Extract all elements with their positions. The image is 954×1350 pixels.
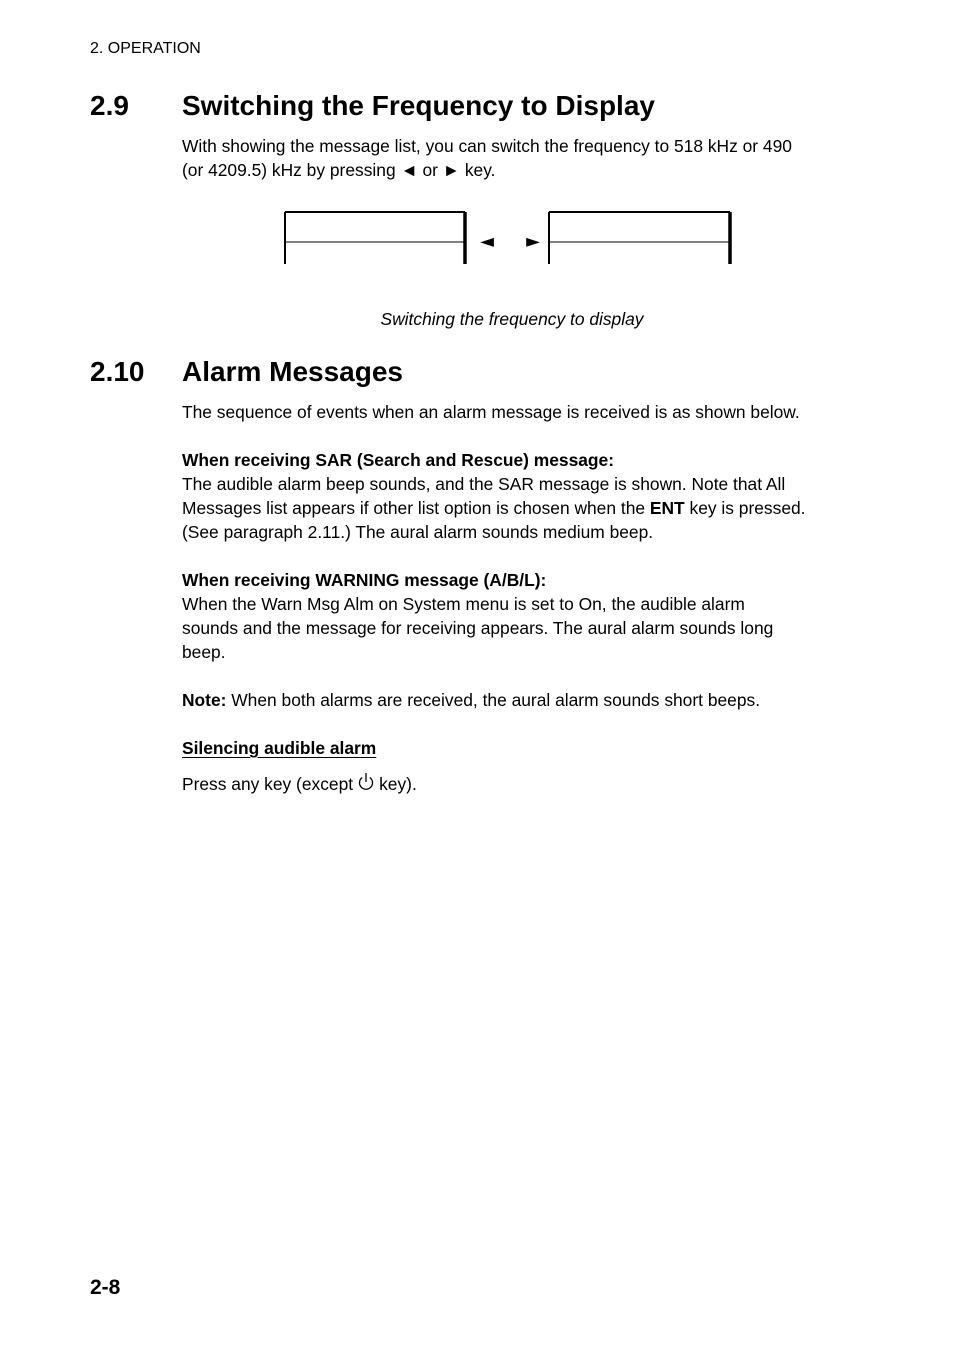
silencing-line [182,772,854,798]
figure-caption: Switching the frequency to display [380,309,644,329]
note-text: When both alarms are received, the aural alarm sounds short beeps. [226,690,761,710]
right-display-frame [549,212,730,264]
section-title: Switching the Frequency to Display [182,90,655,121]
right-arrow-icon: ► [526,231,540,252]
left-display-frame [285,212,465,264]
body-line: (or 4209.5) kHz by pressing ◄ or ► key. [182,160,496,180]
ent-key-label: ENT [649,498,685,518]
intro-text: The sequence of events when an alarm message is received is as shown below. [182,402,800,422]
note-block [182,688,854,712]
section-number: 2.9 [90,90,129,121]
frequency-switch-diagram [282,208,734,268]
warning-line: When the Warn Msg Alm on System menu is set to On, the audible alarm [182,594,745,614]
running-header: 2. OPERATION [90,40,201,57]
left-arrow-icon: ◄ [480,231,494,252]
warning-line: sounds and the message for receiving appears. The aural alarm sounds long [182,618,774,638]
body-line: With showing the message list, you can switch the frequency to 518 kHz or 490 [182,136,792,156]
silencing-instructions [182,772,854,798]
silencing-heading-block [182,736,854,760]
note-line [182,688,854,712]
power-icon [357,772,375,798]
silencing-text: Press any key (except [182,774,354,794]
sar-line: The audible alarm beep sounds, and the SAR message is shown. Note that All [182,474,786,494]
sar-line-text: key is pressed. [684,498,806,518]
frequency-switch-figure [282,208,734,268]
sar-line-text: Messages list appears if other list option is chosen when the [182,498,650,518]
silencing-text: key). [379,774,417,794]
warning-heading: When receiving WARNING message (A/B/L): [182,570,547,590]
warning-line: beep. [182,642,226,662]
warning-block [182,568,854,664]
section-number: 2.10 [90,356,145,387]
silencing-heading: Silencing audible alarm [182,738,377,758]
sar-line [182,496,854,520]
sar-line: (See paragraph 2.11.) The aural alarm sounds medium beep. [182,522,654,542]
sar-heading: When receiving SAR (Search and Rescue) message: [182,450,615,470]
section-2-9-body [182,134,854,182]
sar-block [182,448,854,544]
section-2-10-intro [182,400,854,424]
section-title: Alarm Messages [182,356,404,387]
page-number: 2-8 [90,1276,121,1299]
note-label: Note: [182,690,227,710]
